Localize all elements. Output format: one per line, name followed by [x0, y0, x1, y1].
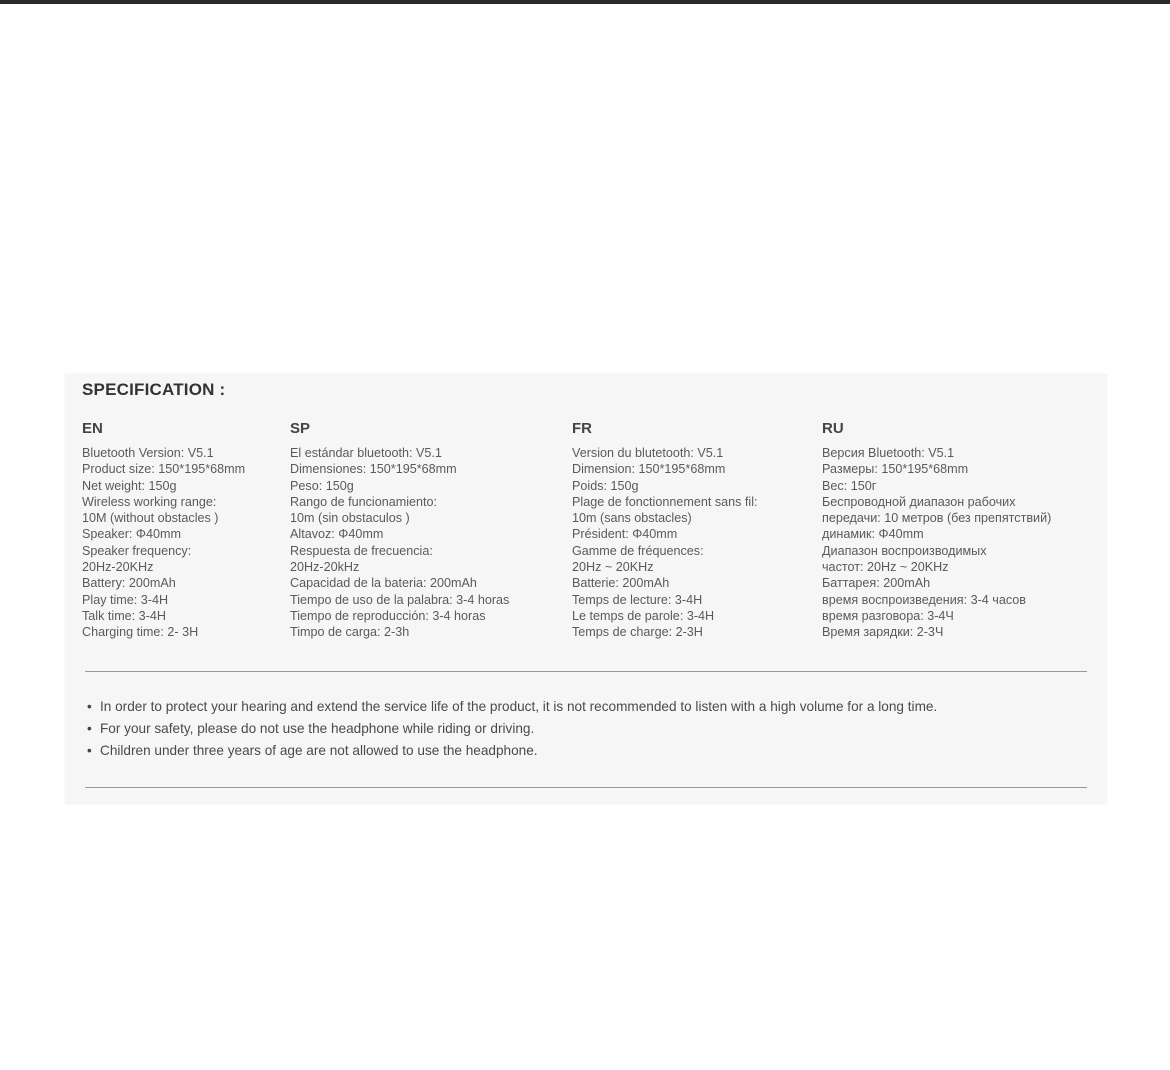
- spec-line: Беспроводной диапазон рабочих: [822, 494, 1016, 509]
- safety-note-text: For your safety, please do not use the headphone while riding or driving.: [100, 721, 535, 736]
- spec-line: Temps de lecture: 3-4H: [572, 592, 703, 607]
- spec-line: Timpo de carga: 2-3h: [290, 625, 410, 640]
- spec-line: Capacidad de la bateria: 200mAh: [290, 576, 477, 591]
- spec-line: Speaker frequency:: [82, 543, 192, 558]
- spec-line: 10M (without obstacles ): [82, 511, 219, 526]
- spec-list: [572, 445, 758, 641]
- spec-line: Net weight: 150g: [82, 478, 177, 493]
- spec-line: Время зарядки: 2-3Ч: [822, 625, 944, 640]
- divider-line: [85, 671, 1087, 672]
- spec-line: Rango de funcionamiento:: [290, 494, 438, 509]
- spec-line: Charging time: 2- 3H: [82, 625, 199, 640]
- spec-column-sp: [290, 420, 509, 641]
- spec-line: Gamme de fréquences:: [572, 543, 704, 558]
- spec-list: [82, 445, 245, 641]
- safety-note-text: Children under three years of age are not allowed to use the headphone.: [100, 743, 538, 758]
- spec-line: время воспроизведения: 3-4 часов: [822, 592, 1026, 607]
- spec-line: Président: Φ40mm: [572, 527, 678, 542]
- spec-line: Battery: 200mAh: [82, 576, 176, 591]
- spec-line: 10m (sans obstacles): [572, 511, 692, 526]
- spec-line: Speaker: Φ40mm: [82, 527, 181, 542]
- page-title: SPECIFICATION :: [82, 380, 226, 399]
- spec-line: Temps de charge: 2-3H: [572, 625, 703, 640]
- spec-line: 20Hz ~ 20KHz: [572, 560, 654, 575]
- spec-line: Bluetooth Version: V5.1: [82, 446, 214, 460]
- spec-line: Dimension: 150*195*68mm: [572, 462, 726, 477]
- safety-notes-list: [87, 696, 937, 762]
- spec-line: Talk time: 3-4H: [82, 608, 166, 623]
- spec-line: Размеры: 150*195*68mm: [822, 462, 969, 477]
- spec-line: Баттарея: 200mAh: [822, 576, 931, 591]
- divider-line: [85, 787, 1087, 788]
- safety-note: [87, 740, 937, 762]
- spec-list: [290, 445, 509, 641]
- column-heading: SP: [290, 420, 311, 437]
- bullet-icon: •: [87, 699, 92, 714]
- spec-line: передачи: 10 метров (без препятствий): [822, 511, 1052, 526]
- safety-note: [87, 718, 937, 740]
- spec-line: Le temps de parole: 3-4H: [572, 608, 715, 623]
- bullet-icon: •: [87, 743, 92, 758]
- spec-line: El estándar bluetooth: V5.1: [290, 446, 442, 460]
- spec-line: Batterie: 200mAh: [572, 576, 670, 591]
- spec-line: Tiempo de uso de la palabra: 3-4 horas: [290, 592, 510, 607]
- spec-line: Диапазон воспроизводимых: [822, 543, 987, 558]
- spec-line: Plage de fonctionnement sans fil:: [572, 494, 758, 509]
- spec-line: Wireless working range:: [82, 494, 217, 509]
- spec-line: Respuesta de frecuencia:: [290, 543, 433, 558]
- spec-line: Poids: 150g: [572, 478, 639, 493]
- spec-line: 10m (sin obstaculos ): [290, 511, 410, 526]
- spec-line: динамик: Φ40mm: [822, 527, 924, 542]
- column-heading: RU: [822, 420, 844, 437]
- spec-line: Product size: 150*195*68mm: [82, 462, 246, 477]
- spec-column-en: [82, 420, 245, 641]
- spec-line: время разговора: 3-4Ч: [822, 608, 954, 623]
- bullet-icon: •: [87, 721, 92, 736]
- spec-line: Tiempo de reproducción: 3-4 horas: [290, 608, 486, 623]
- spec-line: Dimensiones: 150*195*68mm: [290, 462, 457, 477]
- top-border-bar: [0, 0, 1170, 4]
- column-heading: FR: [572, 420, 592, 437]
- spec-line: 20Hz-20KHz: [82, 560, 154, 575]
- spec-line: Peso: 150g: [290, 478, 354, 493]
- spec-line: Version du blutetooth: V5.1: [572, 446, 724, 460]
- spec-list: [822, 445, 1051, 641]
- spec-line: 20Hz-20kHz: [290, 560, 360, 575]
- safety-note: [87, 696, 937, 718]
- safety-note-text: In order to protect your hearing and extend the service life of the product, it is not recommended to listen with a high volume for a long time.: [100, 699, 938, 714]
- spec-line: Версия Bluetooth: V5.1: [822, 446, 955, 460]
- spec-line: Play time: 3-4H: [82, 592, 169, 607]
- spec-line: Altavoz: Φ40mm: [290, 527, 384, 542]
- spec-line: Вес: 150г: [822, 478, 877, 493]
- column-heading: EN: [82, 420, 103, 437]
- spec-column-fr: [572, 420, 758, 641]
- spec-line: частот: 20Hz ~ 20KHz: [822, 560, 949, 575]
- specification-card: [65, 374, 1107, 804]
- spec-column-ru: [822, 420, 1051, 641]
